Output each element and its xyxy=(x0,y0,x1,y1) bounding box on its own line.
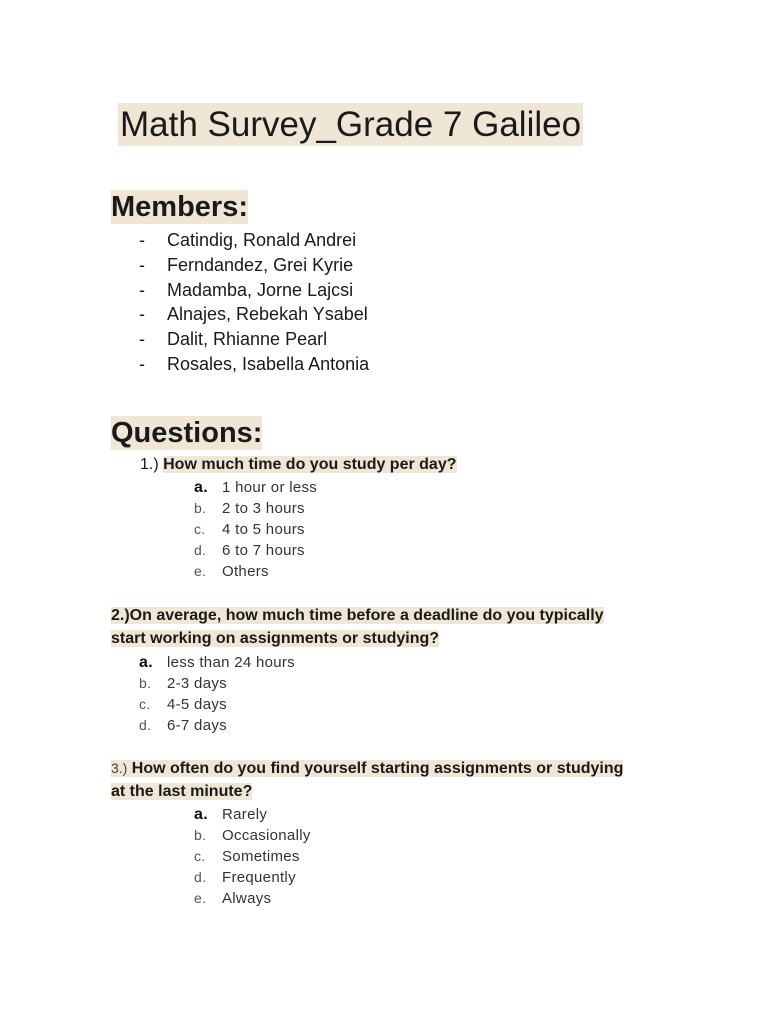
option-text: less than 24 hours xyxy=(167,654,295,671)
question-1 xyxy=(140,453,457,476)
option-text: Others xyxy=(222,563,269,580)
option-text: Always xyxy=(222,890,272,907)
option-text: 4-5 days xyxy=(167,696,227,713)
option-text: Rarely xyxy=(222,806,268,823)
option-letter: a. xyxy=(139,654,153,671)
question-text-line-1 xyxy=(111,607,604,624)
list-item: - Ferndandez, Grei Kyrie xyxy=(139,254,354,275)
question-2 xyxy=(111,604,671,650)
option-letter: a. xyxy=(194,479,208,496)
document-title: Math Survey_Grade 7 Galileo xyxy=(120,105,582,144)
question-3-options xyxy=(194,804,311,909)
question-text: How much time do you study per day? xyxy=(163,456,457,473)
list-item: - Dalit, Rhianne Pearl xyxy=(139,329,328,350)
option-text: 6-7 days xyxy=(167,717,227,734)
option-text: Sometimes xyxy=(222,848,300,865)
option-letter: c. xyxy=(194,848,206,864)
questions-heading: Questions: xyxy=(111,417,263,449)
option-text: 1 hour or less xyxy=(222,479,318,496)
option-letter: a. xyxy=(194,806,208,823)
members-list xyxy=(139,228,369,377)
list-item xyxy=(194,498,317,519)
list-item xyxy=(194,867,311,888)
list-item: - Alnajes, Rebekah Ysabel xyxy=(139,304,368,325)
option-text: 2 to 3 hours xyxy=(222,500,305,517)
list-item xyxy=(194,846,311,867)
list-item: - Catindig, Ronald Andrei xyxy=(139,230,357,250)
question-number: 3.) xyxy=(111,760,128,776)
option-letter: b. xyxy=(139,675,152,691)
option-text: 2-3 days xyxy=(167,675,227,692)
list-item xyxy=(194,804,311,825)
member-name: Dalit, Rhianne Pearl xyxy=(167,329,328,350)
option-letter: d. xyxy=(139,717,152,733)
list-item xyxy=(194,825,311,846)
list-item xyxy=(194,477,317,498)
option-letter: d. xyxy=(194,869,207,885)
option-letter: b. xyxy=(194,827,207,843)
member-name: Alnajes, Rebekah Ysabel xyxy=(167,304,368,325)
question-text-line-1 xyxy=(111,760,623,777)
option-letter: e. xyxy=(194,563,207,579)
question-text-line-2: at the last minute? xyxy=(111,783,253,800)
question-text: On average, how much time before a deadline do you typically xyxy=(129,607,604,624)
question-text-line-2: start working on assignments or studying? xyxy=(111,630,440,647)
question-number: 2.) xyxy=(111,607,130,624)
list-item: - Madamba, Jorne Lajcsi xyxy=(139,279,354,300)
list-item xyxy=(194,888,311,909)
option-letter: c. xyxy=(139,696,151,712)
list-item xyxy=(194,519,317,540)
list-item xyxy=(139,673,295,694)
list-item: - Rosales, Isabella Antonia xyxy=(139,353,370,374)
list-item xyxy=(139,715,295,736)
list-item xyxy=(139,652,295,673)
list-item xyxy=(194,561,317,582)
option-letter: d. xyxy=(194,542,207,558)
question-3 xyxy=(111,757,671,803)
members-heading: Members: xyxy=(111,191,248,223)
member-name: Ferndandez, Grei Kyrie xyxy=(167,254,354,275)
option-text: 6 to 7 hours xyxy=(222,542,305,559)
option-letter: e. xyxy=(194,890,207,906)
question-number: 1.) xyxy=(140,456,159,473)
option-text: Frequently xyxy=(222,869,296,886)
list-item xyxy=(194,540,317,561)
member-name: Madamba, Jorne Lajcsi xyxy=(167,279,354,300)
member-name: Catindig, Ronald Andrei xyxy=(167,230,357,250)
question-2-options xyxy=(139,652,295,736)
option-text: Occasionally xyxy=(222,827,311,844)
option-letter: b. xyxy=(194,500,207,516)
list-item xyxy=(139,694,295,715)
option-text: 4 to 5 hours xyxy=(222,521,305,538)
member-name: Rosales, Isabella Antonia xyxy=(167,353,370,374)
question-text: How often do you find yourself starting assignments or studying xyxy=(131,760,624,777)
option-letter: c. xyxy=(194,521,206,537)
question-1-options xyxy=(194,477,317,582)
